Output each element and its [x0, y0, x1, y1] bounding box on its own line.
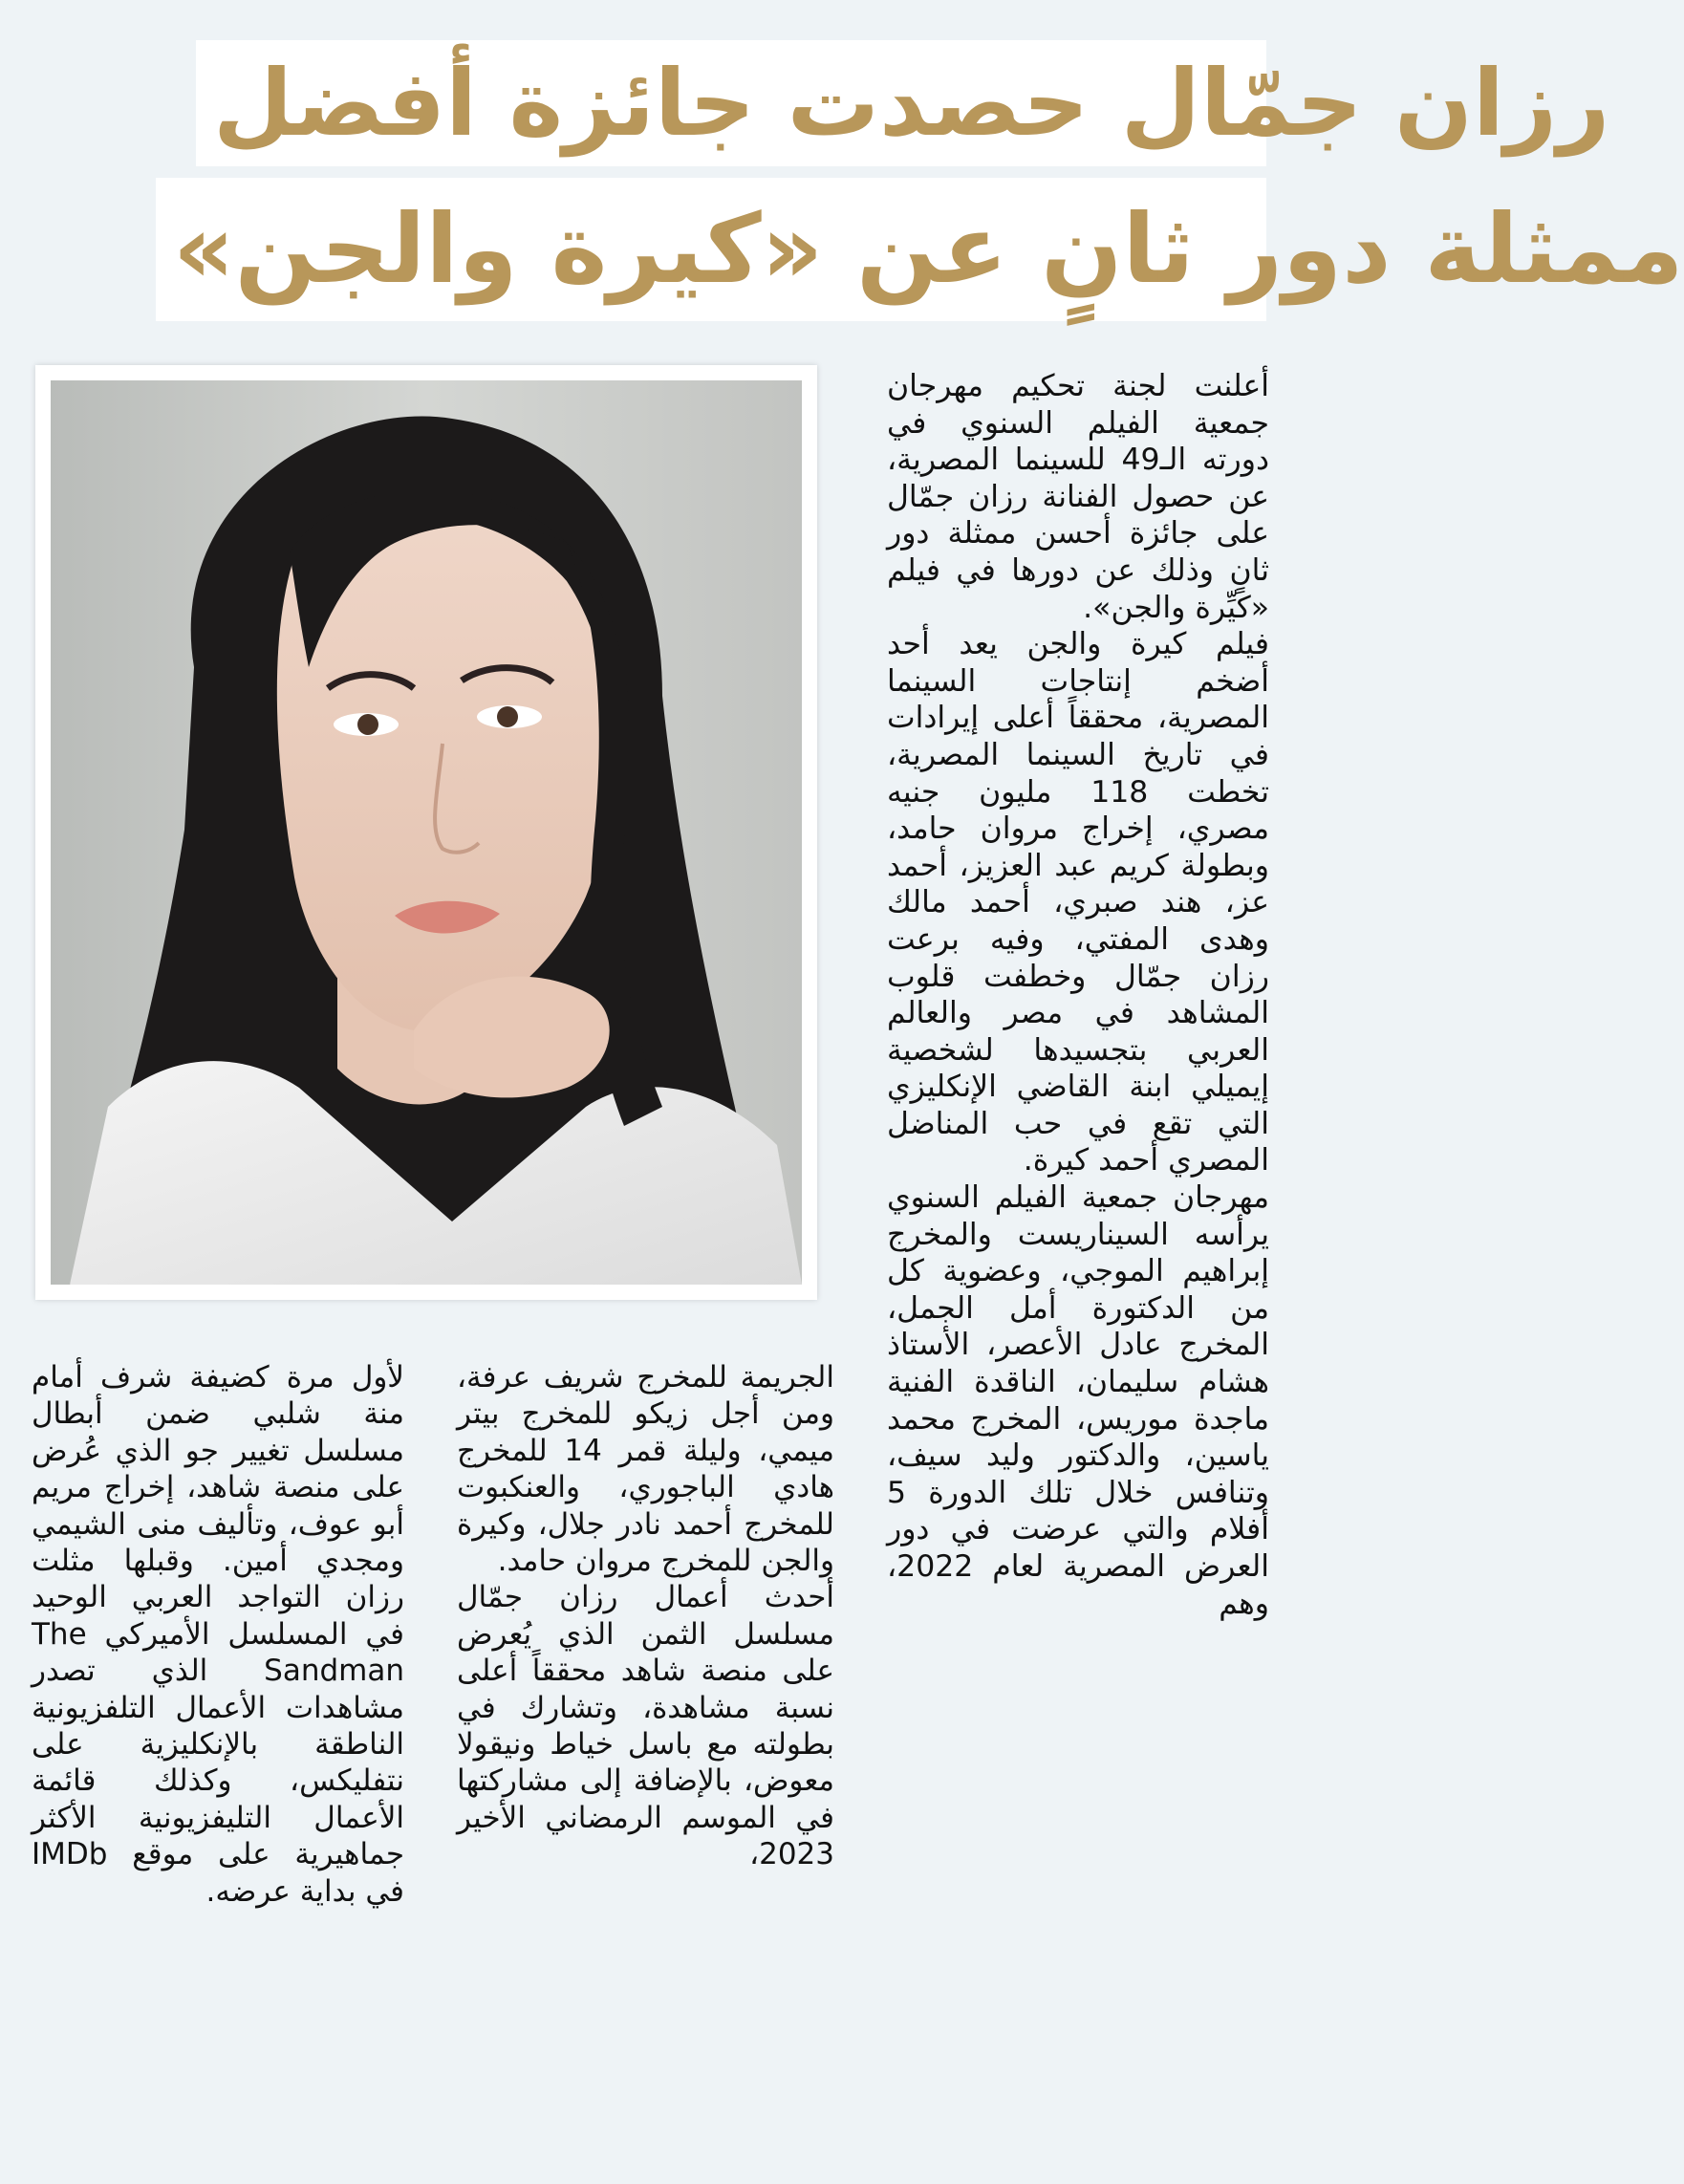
article-column-left: لأول مرة كضيفة شرف أمام منة شلبي ضمن أبطال مسلسل تغيير جو الذي عُرض على منصة شاهد، إخراج مريم أبو عوف، وتأليف منى الشيمي ومجدي أمين. وقبلها مثلت رزان التواجد العربي الوحيد في المسلسل الأميركي The Sandman الذي تصدر مشاهدات الأعمال التلفزيونية الناطقة بالإنكليزية على نتفليكس، وكذلك قائمة الأعمال التليفزيونية الأكثر جماهيرية على موقع IMDb في بداية عرضه. [32, 1360, 404, 1909]
article-column-middle: الجريمة للمخرج شريف عرفة، ومن أجل زيكو للمخرج بيتر ميمي، وليلة قمر 14 للمخرج هادي الباجوري، والعنكبوت للمخرج أحمد نادر جلال، وكيرة والجن للمخرج مروان حامد. أحدث أعمال رزان جمّال مسلسل الثمن الذي يُعرض على منصة شاهد محققاً أعلى نسبة مشاهدة، وتشارك في بطولته مع باسل خياط ونيقولا معوض، بالإضافة إلى مشاركتها في الموسم الرمضاني الأخير 2023، [457, 1360, 834, 1872]
headline-line-2 [156, 178, 1684, 321]
article-column-right: أعلنت لجنة تحكيم مهرجان جمعية الفيلم السنوي في دورته الـ49 للسينما المصرية، عن حصول الفنانة رزان جمّال على جائزة أحسن ممثلة دور ثانٍ وذلك عن دورها في فيلم «كيِّرة والجن». فيلم كيرة والجن يعد أحد أضخم إنتاجات السينما المصرية، محققاً أعلى إيرادات في تاريخ السينما المصرية، تخطت 118 مليون جنيه مصري، إخراج مروان حامد، وبطولة كريم عبد العزيز، أحمد عز، هند صبري، أحمد مالك وهدى المفتي، وفيه برعت رزان جمّال وخطفت قلوب المشاهد في مصر والعالم العربي بتجسيدها لشخصية إيميلي ابنة القاضي الإنكليزي التي تقع في حب المناضل المصري أحمد كيرة. مهرجان جمعية الفيلم السنوي يرأسه السيناريست والمخرج إبراهيم الموجي، وعضوية كل من الدكتورة أمل الجمل، المخرج عادل الأعصر، الأستاذ هشام سليمان، الناقدة الفنية ماجدة موريس، المخرج محمد ياسين، والدكتور وليد سيف، وتنافس خلال تلك الدورة 5 أفلام والتي عرضت في دور العرض المصرية لعام 2022، وهم [887, 369, 1270, 1621]
photo-frame [35, 365, 817, 1300]
headline-line-1 [196, 40, 1610, 166]
portrait-illustration-icon [51, 380, 802, 1285]
headline-line-1-text: رزان جمّال حصدت جائزة أفضل [213, 50, 1610, 157]
headline-line-2-text: ممثلة دور ثانٍ عن «كيرة والجن» [173, 193, 1684, 305]
portrait-photo [51, 380, 802, 1285]
